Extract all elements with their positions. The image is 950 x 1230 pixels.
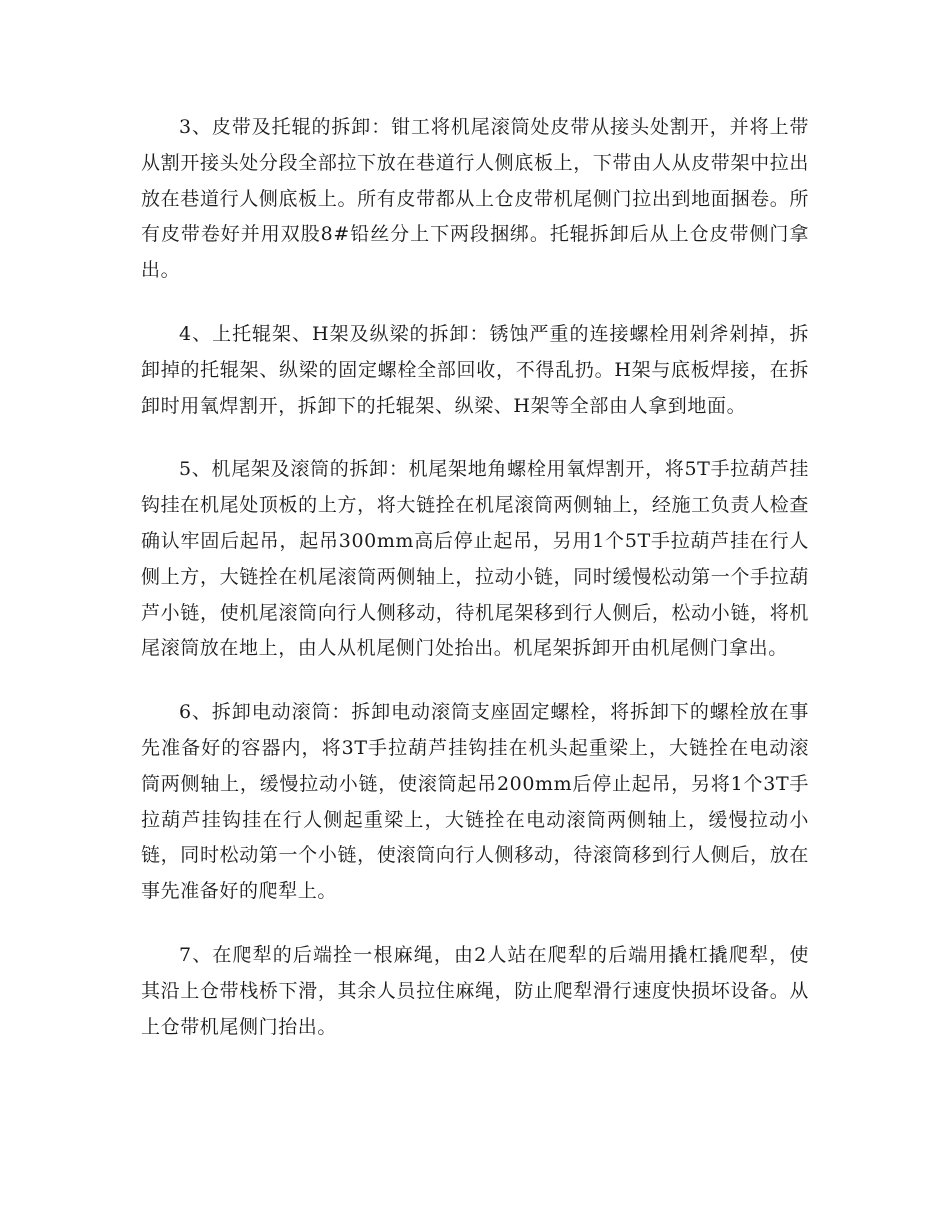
paragraph-tail-frame-removal: 5、机尾架及滚筒的拆卸：机尾架地角螺栓用氧焊割开，将5T手拉葫芦挂钩挂在机尾处顶板的上方，将大链拴在机尾滚筒两侧轴上，经施工负责人检查确认牢固后起吊，起吊300mm高后停止起吊，另用1个5T手拉葫芦挂在行人侧上方，大链拴在机尾滚筒两侧轴上，拉动小链，同时缓慢松动第一个手拉葫芦小链，使机尾滚筒向行人侧移动，待机尾架移到行人侧后，松动小链，将机尾滚筒放在地上，由人从机尾侧门处抬出。机尾架拆卸开由机尾侧门拿出。 bbox=[141, 458, 809, 660]
paragraph-sled-transport: 7、在爬犁的后端拴一根麻绳，由2人站在爬犁的后端用撬杠撬爬犁，使其沿上仓带栈桥下滑，其余人员拉住麻绳，防止爬犁滑行速度快损坏设备。从上仓带机尾侧门抬出。 bbox=[141, 943, 809, 1038]
document-body bbox=[141, 110, 809, 1073]
paragraph-electric-drum-removal: 6、拆卸电动滚筒：拆卸电动滚筒支座固定螺栓，将拆卸下的螺栓放在事先准备好的容器内，将3T手拉葫芦挂钩挂在机头起重梁上，大链拴在电动滚筒两侧轴上，缓慢拉动小链，使滚筒起吊200mm后停止起吊，另将1个3T手拉葫芦挂钩挂在行人侧起重梁上，大链拴在电动滚筒两侧轴上，缓慢拉动小链，同时松动第一个小链，使滚筒向行人侧移动，待滚筒移到行人侧后，放在事先准备好的爬犁上。 bbox=[141, 701, 809, 903]
paragraph-h-frame-removal: 4、上托辊架、H架及纵梁的拆卸：锈蚀严重的连接螺栓用剁斧剁掉，拆卸掉的托辊架、纵梁的固定螺栓全部回收，不得乱扔。H架与底板焊接，在拆卸时用氧焊割开，拆卸下的托辊架、纵梁、H架等全部由人拿到地面。 bbox=[141, 322, 809, 417]
paragraph-belt-idler-removal: 3、皮带及托辊的拆卸：钳工将机尾滚筒处皮带从接头处割开，并将上带从割开接头处分段全部拉下放在巷道行人侧底板上，下带由人从皮带架中拉出放在巷道行人侧底板上。所有皮带都从上仓皮带机尾侧门拉出到地面捆卷。所有皮带卷好并用双股8#铅丝分上下两段捆绑。托辊拆卸后从上仓皮带侧门拿出。 bbox=[141, 116, 809, 282]
